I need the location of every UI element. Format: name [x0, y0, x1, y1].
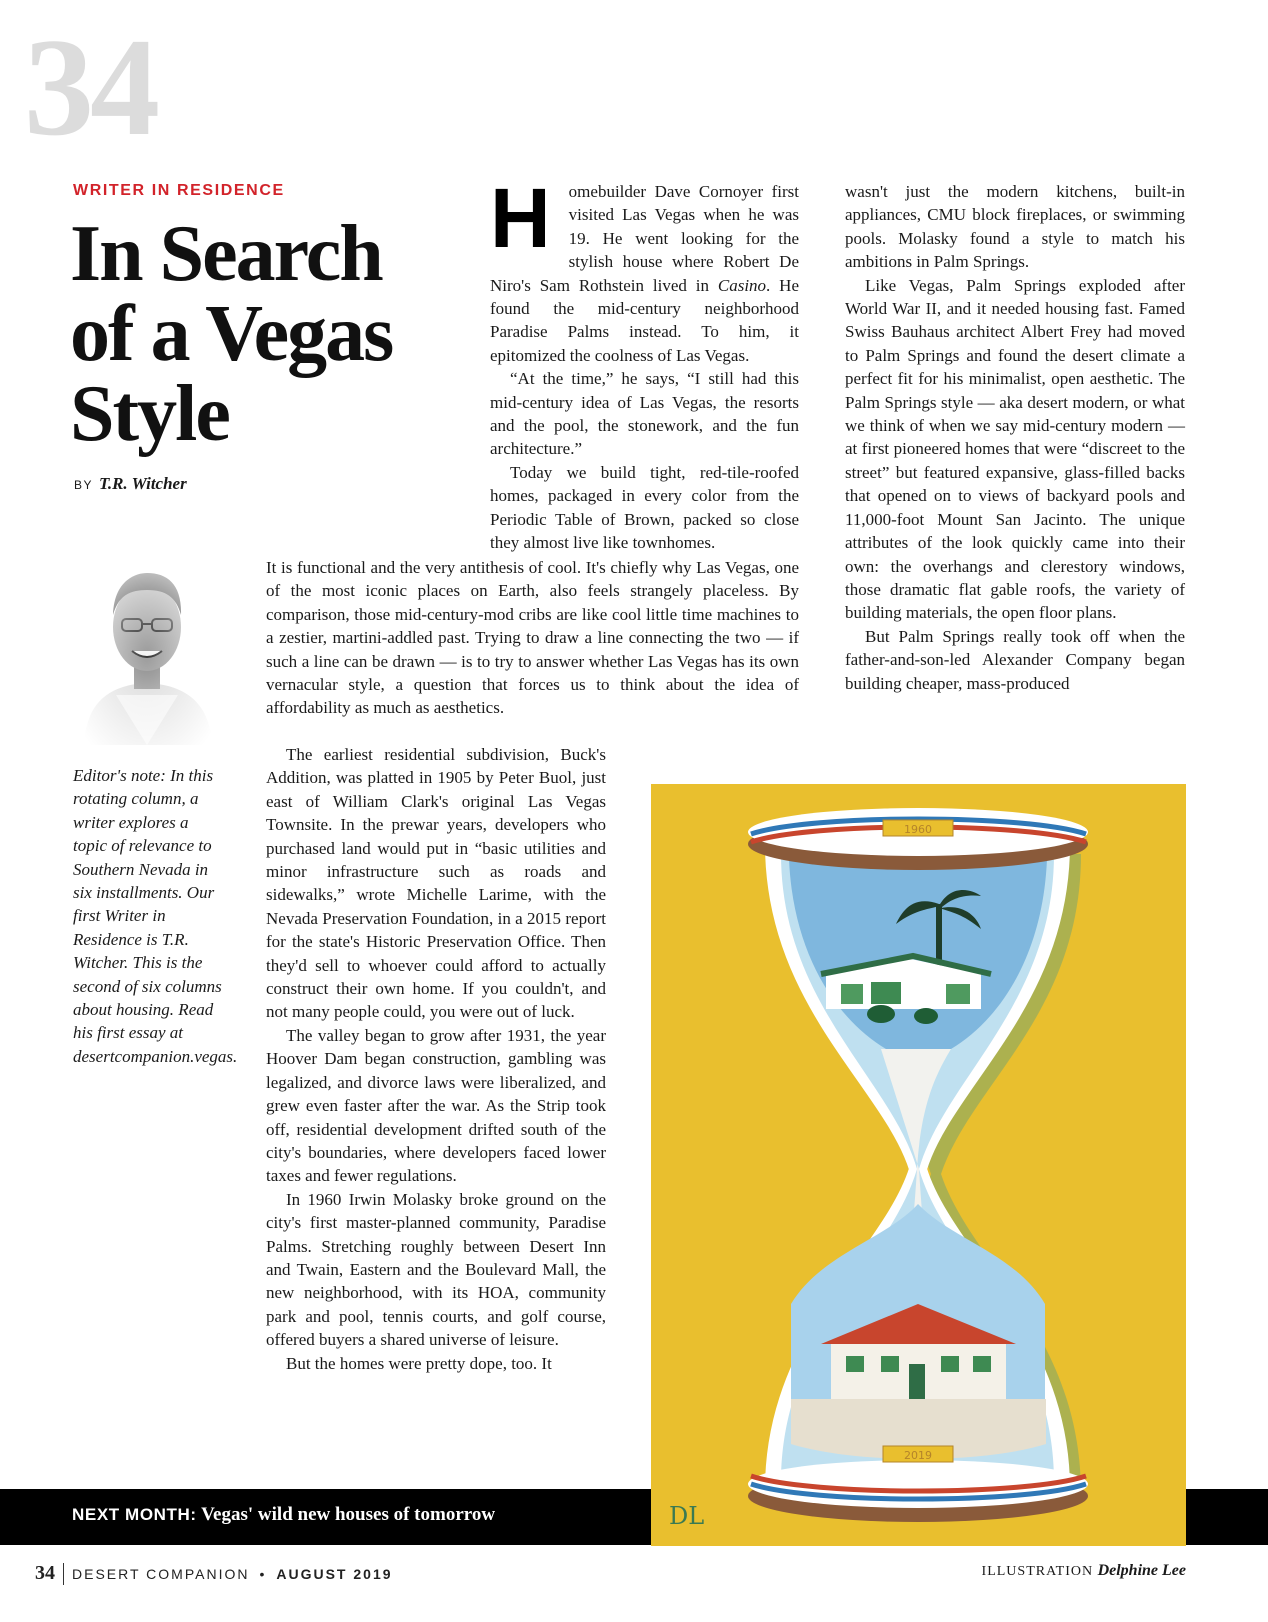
- year-top-label: 1960: [904, 823, 932, 836]
- article-paragraph-2: “At the time,” he says, “I still had this mid-century idea of Las Vegas, the resorts and the pool, the stonework, and the fun architecture.”: [490, 369, 799, 459]
- article-paragraph-6: In 1960 Irwin Molasky broke ground on the city's first master-planned community, Paradise Palms. Stretching roughly between Desert Inn and Twain, Eastern and the Boulevard Mall, the new neighborhood, with its HOA, community park and pool, tennis courts, and golf course, offered buyers a shared universe of leisure.: [266, 1189, 606, 1350]
- next-month-label: NEXT MONTH:: [72, 1505, 197, 1524]
- footer-issue: AUGUST 2019: [276, 1565, 393, 1582]
- section-kicker: WRITER IN RESIDENCE: [73, 182, 285, 199]
- credit-label: ILLUSTRATION: [981, 1564, 1094, 1579]
- next-month-bar-right: [1186, 1489, 1268, 1545]
- footer-page-number: 34: [35, 1562, 55, 1584]
- article-paragraph-7: But the homes were pretty dope, too. It: [286, 1353, 552, 1373]
- article-column-2-top: [490, 171, 799, 558]
- article-paragraph-3a: Today we build tight, red-tile-roofed homes, packaged in every color from the Periodic Table of Brown, packed so close they almost live like townhomes.: [490, 462, 799, 553]
- footer-left: [35, 1562, 393, 1585]
- credit-name: Delphine Lee: [1097, 1562, 1186, 1579]
- article-paragraph-3b: It is functional and the very antithesis of cool. It's chiefly why Las Vegas, one of the most iconic places on Earth, also feels strangely placeless. By comparison, those mid-century-mod cribs are like cool little time machines to a zestier, martini-addled past. Trying to draw a line connecting the two — if such a line can be drawn — is to try to answer whether Las Vegas has its own vernacular style, a question that forces us to think about the idea of affordability as much as aesthetics.: [266, 558, 799, 718]
- drop-cap: H: [490, 171, 551, 265]
- author-portrait: [76, 545, 218, 745]
- hourglass-illustration: [651, 784, 1186, 1546]
- article-paragraph-r3: But Palm Springs really took off when the father-and-son-led Alexander Company began building cheaper, mass-produced: [845, 626, 1185, 693]
- article-column-3: [845, 180, 1185, 695]
- article-column-1: [266, 743, 606, 1375]
- next-month-teaser: [72, 1504, 495, 1526]
- article-paragraph-5: The valley began to grow after 1931, the year Hoover Dam began construction, gambling was legalized, and divorce laws were liberalized, and grew even faster after the war. As the Strip took off, residential development drifted south of the city's boundaries, where developers faced lower taxes and fewer regulations.: [266, 1025, 606, 1186]
- footer-illustration-credit: [982, 1562, 1186, 1580]
- footer-bullet: •: [259, 1565, 267, 1582]
- byline: [74, 474, 187, 494]
- footer-publication: DESERT COMPANION: [72, 1565, 250, 1582]
- article-paragraph-1: H omebuilder Dave Cornoyer first visited Las Vegas when he was 19. He went looking for the stylish house where Robert De Niro's Sam Rothstein lived in Casino. He found the mid-century neighborhood Paradise Palms instead. To him, it epitomized the coolness of Las Vegas.: [490, 171, 799, 365]
- footer-divider: [63, 1563, 64, 1585]
- page-number-large: 34: [24, 10, 156, 165]
- article-title: In Search of a Vegas Style: [70, 210, 393, 458]
- next-month-text: Vegas' wild new houses of tomorrow: [201, 1504, 496, 1525]
- byline-author: T.R. Witcher: [99, 474, 187, 493]
- year-bottom-label: 2019: [904, 1449, 932, 1462]
- illustrator-signature: DL: [669, 1502, 705, 1530]
- hourglass-artwork: [651, 784, 1186, 1546]
- byline-prefix: BY: [74, 478, 94, 492]
- article-wide-block: [266, 556, 799, 720]
- article-paragraph-r2: Like Vegas, Palm Springs exploded after World War II, and it needed housing fast. Famed Swiss Bauhaus architect Albert Frey had moved to Palm Springs and found the desert climate a perfect fit for his minimalist, open aesthetic. The Palm Springs style — aka desert modern, or what we think of when we say mid-century modern — at first pioneered homes that were “discreet to the street” but featured expansive, glass-filled backs that opened on to views of backyard pools and 11,000-foot Mount San Jacinto. The unique attributes of the look quickly came into their own: the overhangs and clerestory windows, those dramatic flat gable roofs, the variety of building materials, the open floor plans.: [845, 275, 1185, 623]
- editor-note: Editor's note: In this rotating column, a writer explores a topic of relevance to Southern Nevada in six installments. Our first Writer in Residence is T.R. Witcher. This is the second of six columns about housing. Read his first essay at desertcompanion.vegas.: [73, 766, 238, 1066]
- article-paragraph-4: The earliest residential subdivision, Buck's Addition, was platted in 1905 by Peter Buol, just east of William Clark's original Las Vegas Townsite. In the prewar years, developers who purchased land would put in “basic utilities and minor infrastructure such as roads and sidewalks,” wrote Michelle Larime, with the Nevada Preservation Foundation, in a 2015 report for the state's Historic Preservation Office. Then they'd sell to whoever could afford to actually construct their own home. If you couldn't, and not many people could, you were out of luck.: [266, 745, 606, 1022]
- article-paragraph-r1: wasn't just the modern kitchens, built-in appliances, CMU block fireplaces, or swimming pools. Molasky found a style to match his ambitions in Palm Springs.: [845, 182, 1185, 272]
